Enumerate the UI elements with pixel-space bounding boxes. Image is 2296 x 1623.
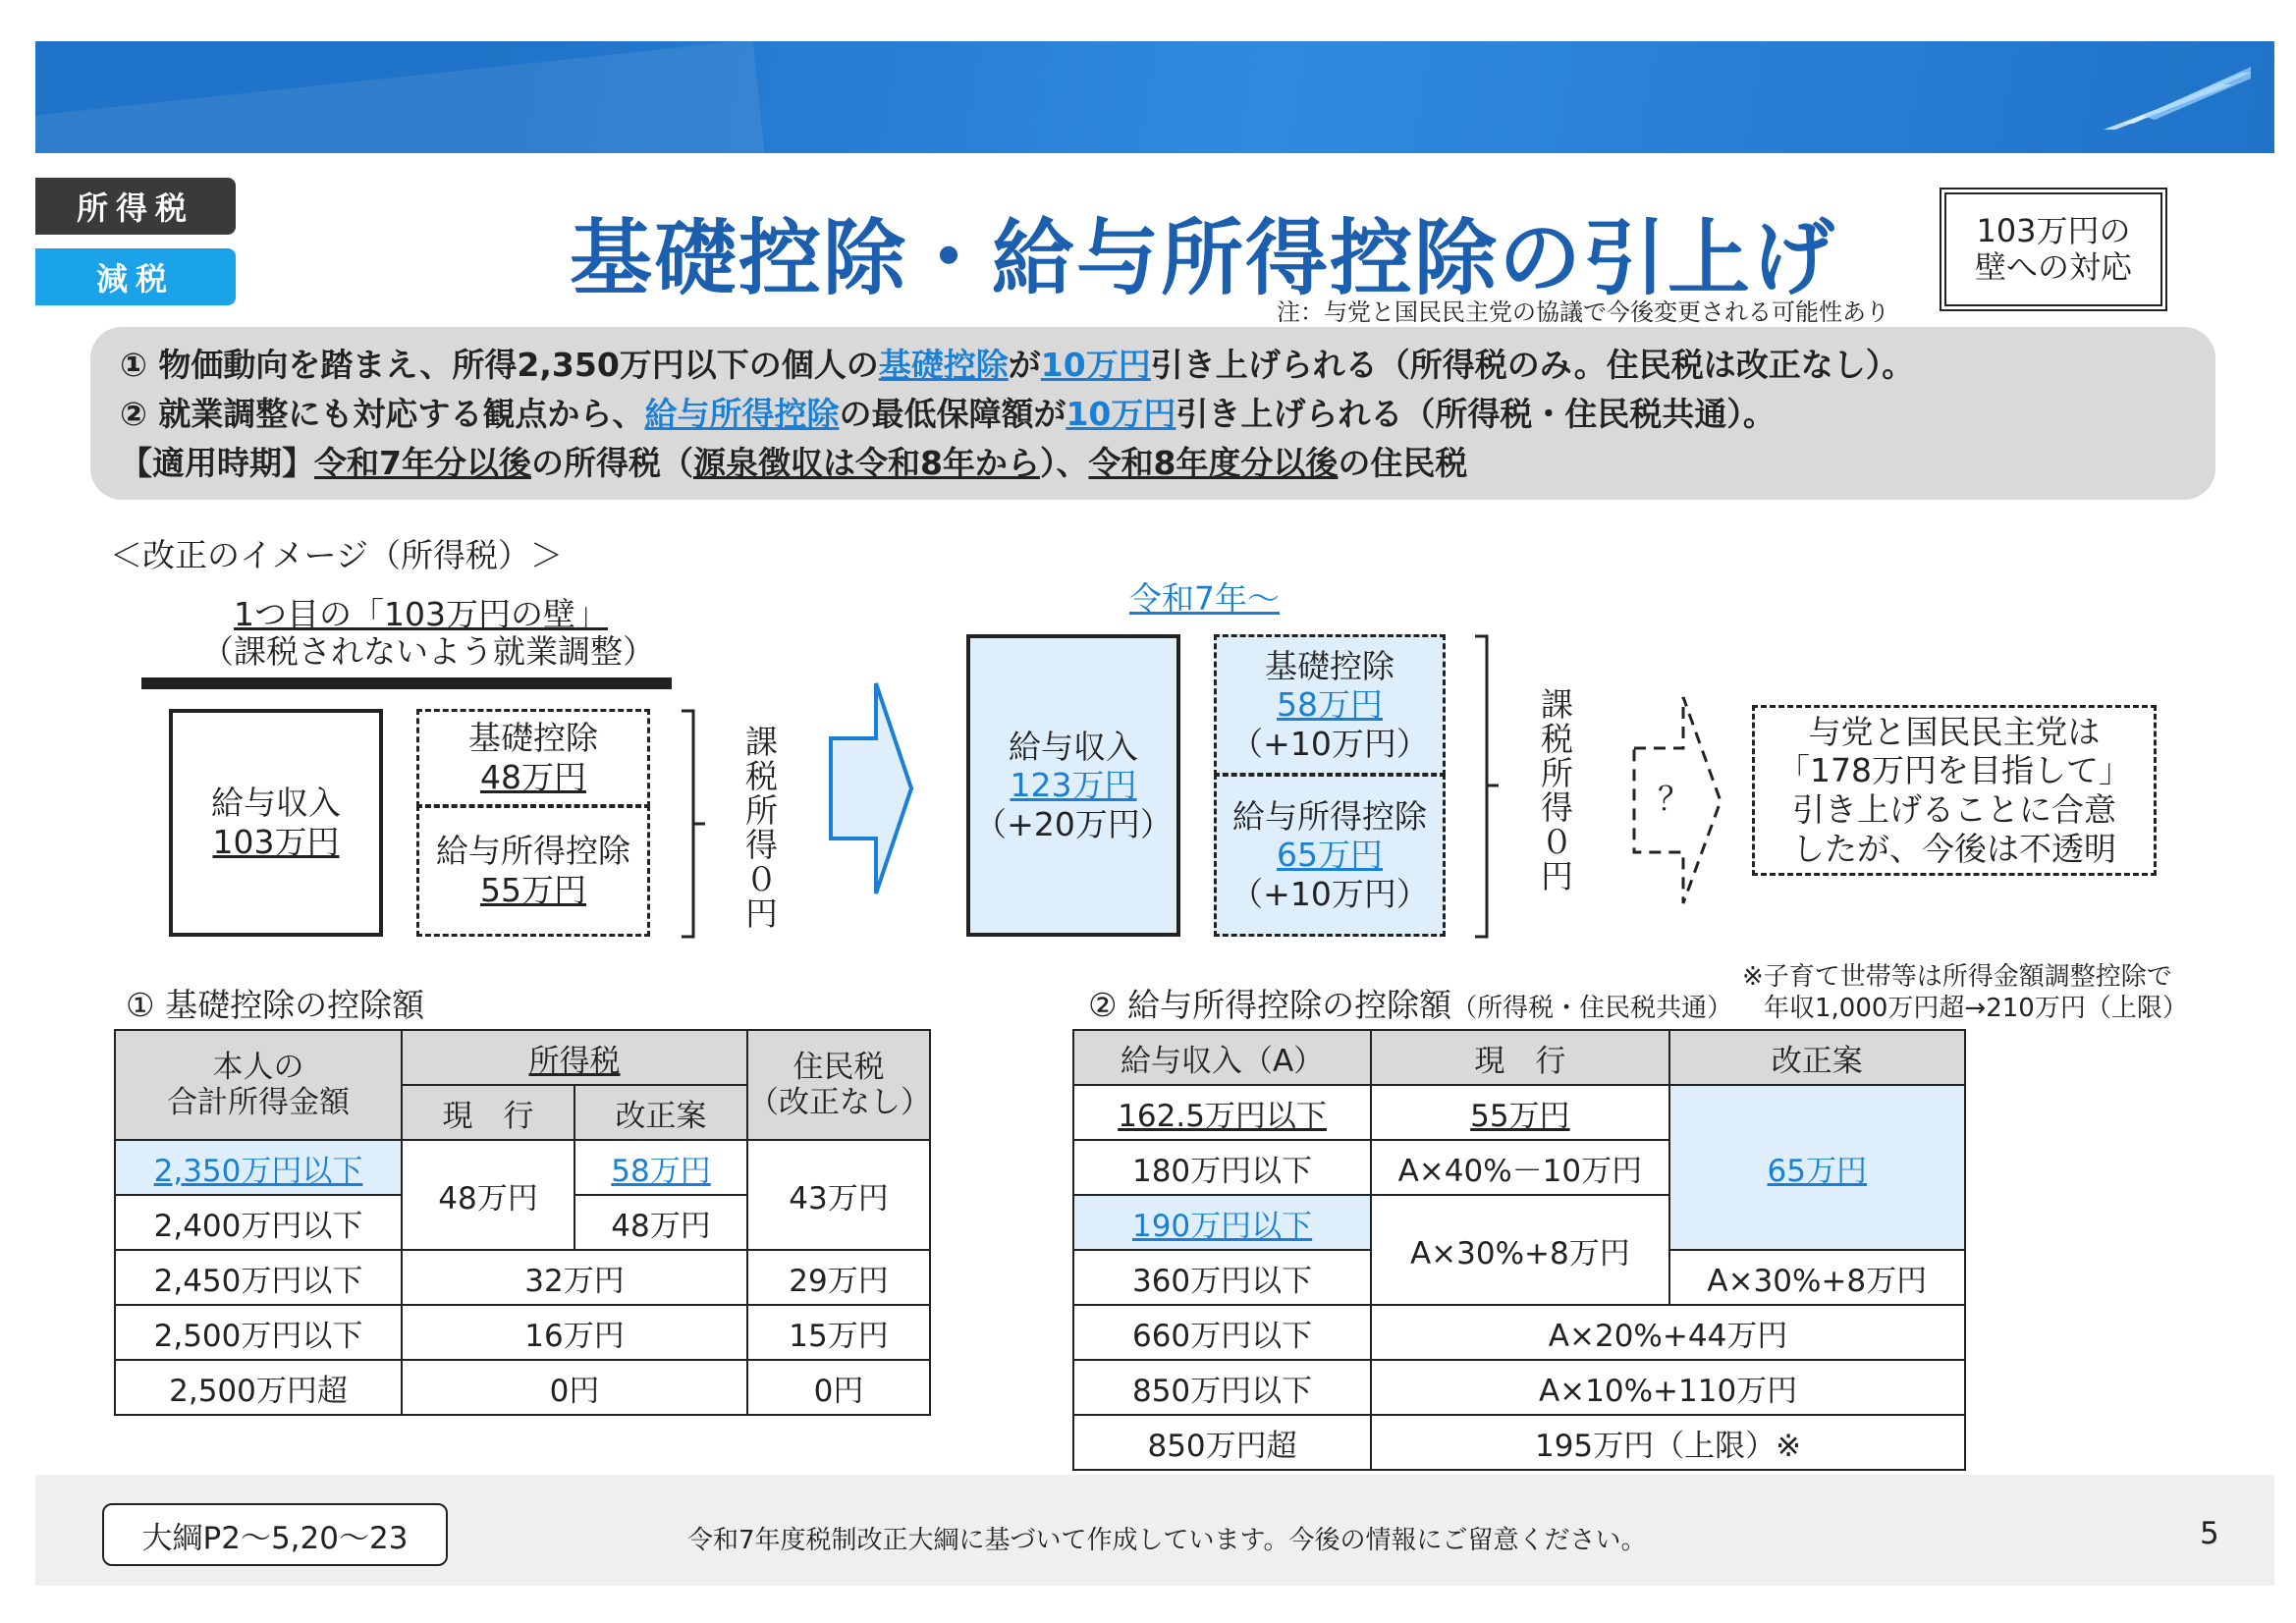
table2-header-proposal: 改正案 [1669,1030,1965,1085]
table-cell: 850万円超 [1073,1415,1371,1470]
summary-text: が [1008,346,1041,384]
question-mark: ？ [1658,780,1690,818]
table1-header-proposal: 改正案 [574,1085,747,1140]
table-cell: 162.5万円以下 [1073,1085,1371,1140]
header-note: 注：与党と国民民主党の協議で今後変更される可能性あり [1277,298,1889,326]
summary-highlight: 基礎控除 [878,346,1009,384]
after-salary-diff: （+20万円） [974,804,1173,843]
table-cell: 2,500万円以下 [115,1305,402,1360]
table-cell: A×10%+110万円 [1371,1360,1965,1415]
summary-box [90,327,2215,500]
after-salary-label: 給与収入 [1009,727,1138,766]
after-basic-value: 58万円 [1277,685,1383,725]
summary-text: 【適用時期】 [120,444,314,482]
table-cell: 360万円以下 [1073,1250,1371,1305]
header-text: （改正なし） [748,1085,931,1120]
header-banner [35,41,2274,153]
table1-header-income-tax [402,1030,747,1085]
after-basic-box [1214,634,1446,776]
table-cell: 180万円以下 [1073,1140,1371,1195]
summary-highlight: 10万円 [1066,395,1176,433]
header-text: 住民税 [793,1050,885,1085]
summary-text: 引き上げられる（所得税のみ。住民税は改正なし）。 [1150,346,1915,384]
summary-text: ① 物価動向を踏まえ、所得2,350万円以下の個人の [120,346,879,384]
summary-text: ② 就業調整にも対応する観点から、 [120,395,645,433]
wall-response-box [1944,192,2162,306]
wall-caption-1: 1つ目の「103万円の壁」 [234,595,608,633]
summary-line-2 [120,390,2215,439]
table2-footnote-2: 年収1,000万円超→210万円（上限） [1764,994,2188,1023]
wall-line1: 103万円の [1976,212,2131,250]
table-cell: 32万円 [402,1250,747,1305]
summary-line-1 [120,341,2215,390]
page-title: 基礎控除・給与所得控除の引上げ [570,210,1837,306]
table-cell: 660万円以下 [1073,1305,1371,1360]
table1-header-resident [747,1030,930,1140]
right-arrow-icon [827,679,915,897]
after-employment-diff: （+10万円） [1230,874,1429,913]
before-salary-label: 給与収入 [211,784,341,823]
page-number: 5 [2200,1516,2219,1551]
table2-header-salary: 給与収入（A） [1073,1030,1371,1085]
table1-title: ① 基礎控除の控除額 [126,986,425,1024]
table-cell: 850万円以下 [1073,1360,1371,1415]
table-cell: 29万円 [747,1250,930,1305]
after-employment-box [1214,774,1446,937]
summary-underline: 令和7年分以後 [314,444,531,482]
table-cell: 2,350万円以下 [115,1140,402,1195]
before-salary-value: 103万円 [212,823,340,861]
header-text: 所得税 [528,1043,621,1079]
summary-line-3 [120,439,2215,488]
summary-underline: 源泉徴収は令和8年から [692,444,1040,482]
wall-line2: 壁への対応 [1974,248,2132,286]
table-cell: A×20%+44万円 [1371,1305,1965,1360]
table-cell: 195万円（上限）※ [1371,1415,1965,1470]
tag-tax-reduction: 減税 [35,248,236,305]
after-employment-value: 65万円 [1277,836,1383,875]
basic-deduction-table [114,1029,931,1416]
table-cell: A×30%+8万円 [1371,1195,1668,1305]
after-basic-diff: （+10万円） [1230,724,1429,763]
after-basic-label: 基礎控除 [1265,646,1394,685]
table2-title-main: ② 給与所得控除の控除額 [1088,986,1452,1024]
wall-caption-2: （課税されないよう就業調整） [201,632,655,671]
table-cell: 48万円 [402,1140,574,1250]
future-line2: 「178万円を目指して」 [1777,751,2131,790]
summary-text: の所得税（ [530,444,693,482]
after-taxable-label: 課税所得０円 [1536,687,1574,893]
after-label-text: 令和7年～ [1129,579,1280,618]
future-line4: したが、今後は不透明 [1792,829,2116,868]
table2-title [1088,980,1732,1026]
before-brace-icon [680,709,719,939]
table-cell: A×40%－10万円 [1371,1140,1668,1195]
header-text: 合計所得金額 [167,1085,350,1120]
table1-header-person [115,1030,402,1140]
banner-logo-icon [2104,65,2251,134]
after-employment-label: 給与所得控除 [1232,796,1427,836]
table-cell: 58万円 [574,1140,747,1195]
summary-highlight: 10万円 [1040,346,1151,384]
table2-header-current: 現 行 [1371,1030,1668,1085]
future-line3: 引き上げることに合意 [1792,790,2116,829]
summary-text: 引き上げられる（所得税・住民税共通）。 [1175,395,1776,433]
table-cell: 48万円 [574,1195,747,1250]
banner-decoration [35,41,767,153]
footer-reference: 大綱P2～5,20～23 [102,1503,448,1566]
summary-text: の最低保障額が [839,395,1066,433]
tag-income-tax: 所得税 [35,178,236,235]
future-note-box [1752,705,2157,876]
after-label [1129,573,1280,620]
before-taxable-label: 課税所得０円 [740,725,779,931]
table-cell: 16万円 [402,1305,747,1360]
table-cell: 2,500万円超 [115,1360,402,1415]
before-employment-value: 55万円 [480,871,586,909]
before-employment-box [416,805,650,937]
summary-text: の住民税 [1338,444,1468,482]
summary-underline: 令和8年度分以後 [1088,444,1339,482]
table-cell: 55万円 [1371,1085,1668,1140]
image-heading: ＜改正のイメージ（所得税）＞ [110,536,564,574]
before-basic-box [416,709,650,807]
before-employment-label: 給与所得控除 [436,832,630,871]
table-cell: 2,400万円以下 [115,1195,402,1250]
table1-header-current: 現 行 [402,1085,574,1140]
table-cell: 2,450万円以下 [115,1250,402,1305]
after-brace-icon [1473,634,1512,939]
before-basic-label: 基礎控除 [468,719,598,758]
table-cell: 43万円 [747,1140,930,1250]
footer-text: 令和7年度税制改正大綱に基づいて作成しています。今後の情報にご留意ください。 [687,1526,1647,1555]
future-line1: 与党と国民民主党は [1808,712,2101,751]
before-salary-box [169,709,383,937]
before-basic-value: 48万円 [480,758,586,796]
header-text: 本人の [212,1050,304,1085]
summary-text: ）、 [1039,444,1089,482]
after-salary-value: 123万円 [1010,766,1137,805]
wall-bar [141,677,672,689]
table-cell: 65万円 [1669,1085,1965,1250]
table-cell: 15万円 [747,1305,930,1360]
table-cell: 190万円以下 [1073,1195,1371,1250]
summary-highlight: 給与所得控除 [644,395,840,433]
table2-footnote-1: ※子育て世帯等は所得金額調整控除で [1742,962,2172,992]
table-cell: 0円 [747,1360,930,1415]
table2-title-sub: （所得税・住民税共通） [1451,994,1733,1023]
employment-deduction-table [1072,1029,1966,1471]
table-cell: 0円 [402,1360,747,1415]
table-cell: A×30%+8万円 [1669,1250,1965,1305]
after-salary-box [966,634,1180,937]
